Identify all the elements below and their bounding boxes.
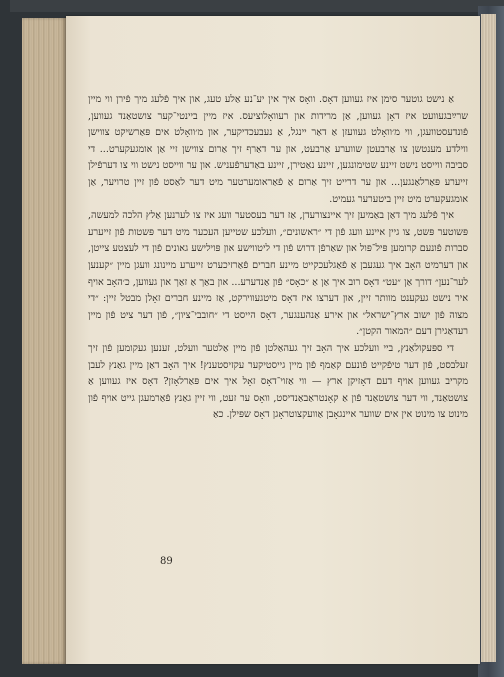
- left-page-stack: [22, 18, 68, 664]
- paragraph-3: די ספּעקולאַנץ, ביי וועלכע איך האָב זיך געהאַלטן פֿון מיין אַלטער וועלט, זענען געקומען פֿון זיך זעלבסט, פֿון דער טיפֿקייט פֿונעם קאַמף פֿון מיין גייסטיקער עקזיסטענץ! איך האָב דאַן מיין גאַנץ לעבן מקריב געווען אויף דעם דאָזיקן ארץ — ווי אַזוי־דאָס זאָל איך אים פּאַרלאָזן? דאָס איז געווען אַ צושטאַנד, ווי דער צושטאַנד פֿון אַ קאָנטראַבאַנדיסט, וואָס ער זעט, ווי זיין גאַנץ פֿאַרמעגן גייט אויף פֿון מינוט צו מינוט אין אים שווער איינגאָבן אַוועקצוטראָגן דאָס שפּילן. כאַ: [88, 342, 468, 421]
- paragraph-2: איך פֿלעג מיך דאַן באַמיען זיך איינצורעדן, אַז דער בעסטער וועג איז צו לערנען אַלץ הלכה למעשה, פּשוטער פּשט, צו גיין איינע וועג פֿון די ״ראשונים״, וועלכע שטייען העכער מיט דער פּשטות פֿון זייערע סברות פֿונעם קרומען פּיל־פּול און שאַרפֿן דרוש פֿון די ליטווישע און פּוילישע גאונים פֿון די לעצטע צייטן, און דערמיט האָב איך געגעבן אַ פֿאַגלעכקייט מיינע חברים פֿאַרזיכערט זייערע מיינונג וועגן מיין ״קענען לער־נען״ דורך אַן ״עט״ דאָס רוב איך אַן אַ ״כאָס״ פֿון אַנדערע... און באַך אַ זאַך און געווען, כ׳האָב אויף איר נישט געקענט מוותר זיין, און דערצו איז דאָס מיטגעווירקט, אַז מיינע חברים זאָלן מבטל זיין: ״די מצוה פֿון ישוב ארץ־ישראל״ און אירע אַנהענגער, דאָס הייסט די ״חובבי־ציון״, פֿון דער ציט פֿון מיין רעדאַגירן דעם ״המאור הקטן״.: [88, 210, 468, 338]
- right-page-edges: [481, 14, 496, 662]
- book-cover-top: [10, 0, 504, 12]
- body-text: [88, 92, 468, 424]
- paragraph-1: אַ נישט גוטער סימן איז געווען דאָס. וואָס איך אין יע־נע אַלע טעג, און איך פֿלעג מיך פֿירן ווי מיין שרײַבגעוועט איז דאָן געווען, אַן מרידות און רעוואָלוציעס. איז מיין ביינטי־קער צושטאַנד געווען, פֿונדעסטוועגן, ווי מ׳וואָלט געוועזן אַ דאַר יינגל, אַ נעבעכדיקער, און מ׳וואָלט אים פּאַרשיקט צווישן ווילדע מענטשן צו אַרבעטן שווערע אַרבעט, און ער דאַרף זיך אַרום צווישן זיי אַן אומגעקערט... די סביבה ווייסט נישט זיינע שטימונגען, זיינע נאַטירן, זיינע באַדערפֿעניש. און ער ווייסט נישט ווי צו דערפֿילן זייערע פּאַרלאַנגען... און ער דרייט זיך אַרום אַ פֿאַראומערטער מיט דער לאַסט פֿון זיין טרויער, אַן אומגעקערט מיט זיין ביטערער געמיט.: [88, 94, 468, 205]
- page-number: 89: [160, 556, 173, 567]
